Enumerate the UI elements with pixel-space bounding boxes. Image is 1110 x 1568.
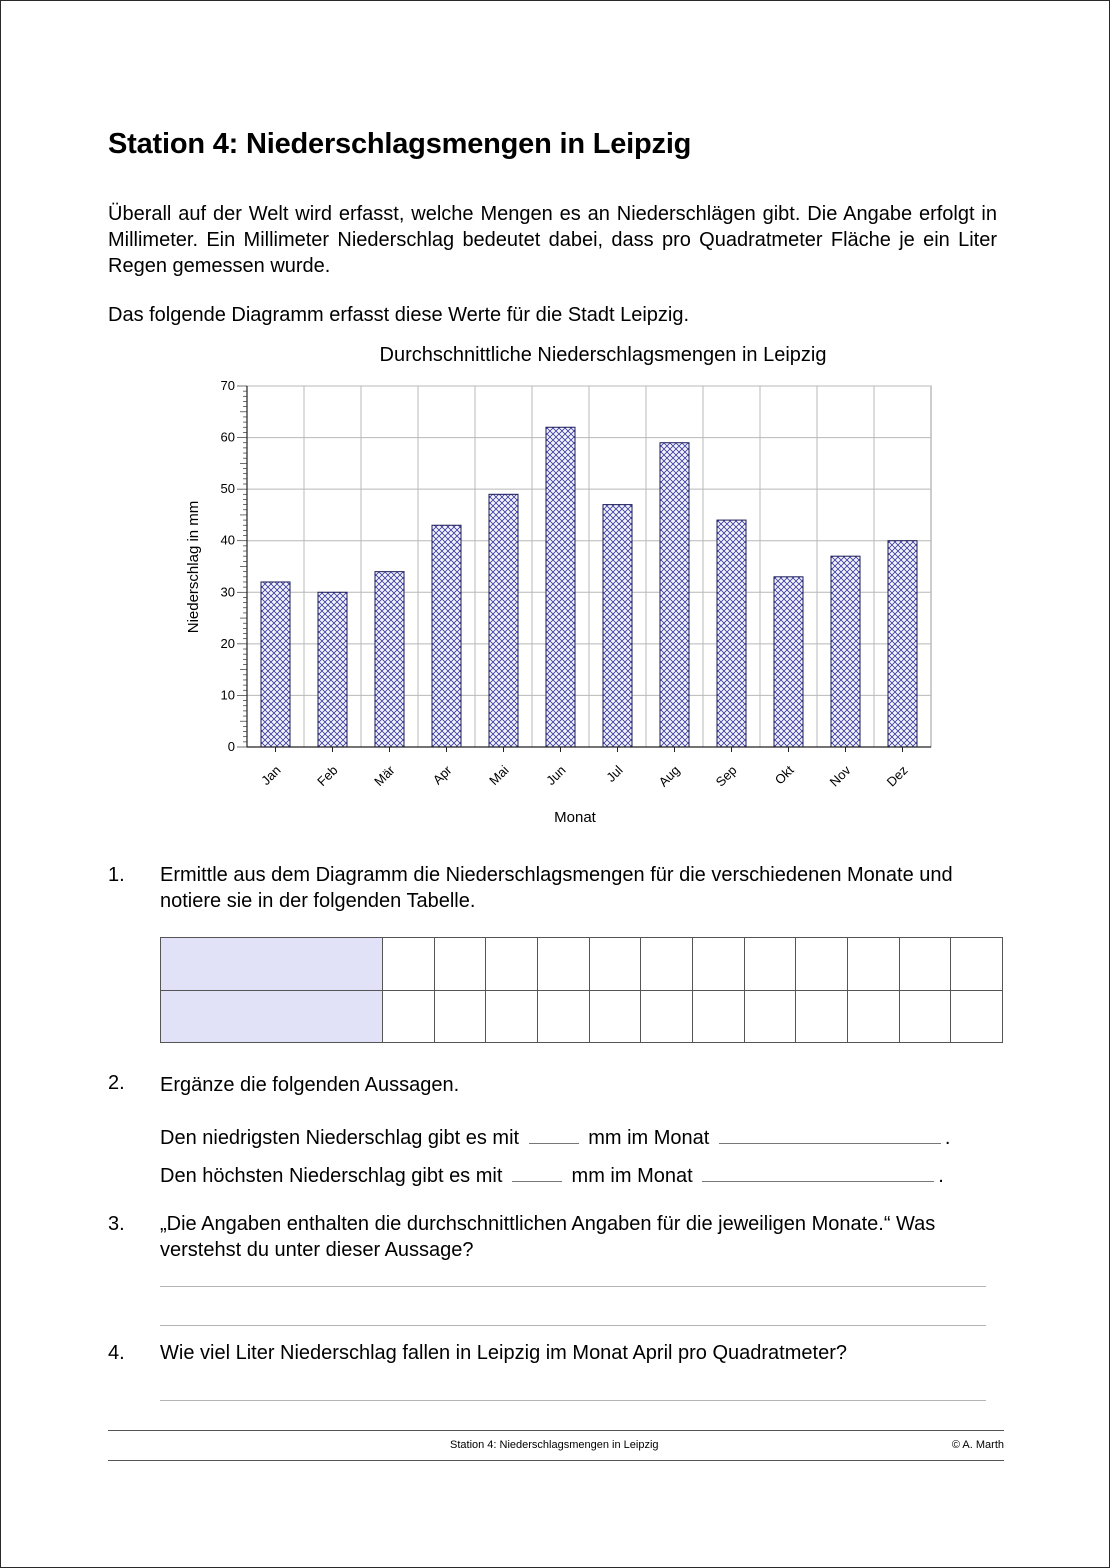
intro-paragraph: Überall auf der Welt wird erfasst, welche Mengen es an Niederschlägen gibt. Die Angabe erfolgt in Millimeter. Ein Millimeter Niederschlag bedeutet dabei, dass pro Quadratmeter Fläche je ein Liter Regen gemessen wurde. — [108, 203, 997, 277]
question-1-text: Ermittle aus dem Diagramm die Niederschlagsmengen für die verschiedenen Monate und notiere sie in der folgenden Tabelle. — [160, 864, 953, 912]
precipitation-chart — [160, 335, 960, 835]
table-cell[interactable] — [589, 938, 641, 991]
answer-table — [160, 937, 1003, 1043]
fill-in-blank[interactable] — [512, 1161, 562, 1182]
x-tick-label: Okt — [771, 762, 797, 788]
table-cell[interactable] — [744, 938, 796, 991]
x-tick-label: Jul — [603, 762, 626, 785]
bar-Mär — [375, 572, 404, 747]
question-4-text: Wie viel Liter Niederschlag fallen in Leipzig im Monat April pro Quadratmeter? — [160, 1342, 847, 1364]
table-cell[interactable] — [847, 990, 899, 1043]
statement-lowest-prefix: Den niedrigsten Niederschlag gibt es mit — [160, 1127, 520, 1149]
answer-line[interactable] — [160, 1286, 986, 1287]
y-tick-label: 20 — [220, 635, 235, 651]
footer-copyright: © A. Marth — [951, 1439, 1004, 1451]
table-cell[interactable] — [383, 938, 435, 991]
question-4-number: 4. — [108, 1342, 125, 1364]
table-header-cell[interactable] — [161, 938, 383, 991]
table-cell[interactable] — [383, 990, 435, 1043]
table-cell[interactable] — [434, 938, 486, 991]
table-cell[interactable] — [486, 938, 538, 991]
bar-Nov — [831, 556, 860, 747]
footer-bottom-rule — [108, 1460, 1004, 1461]
table-cell[interactable] — [744, 990, 796, 1043]
table-cell[interactable] — [537, 990, 589, 1043]
table-cell[interactable] — [641, 990, 693, 1043]
statement-end: . — [938, 1165, 944, 1187]
footer-top-rule — [108, 1430, 1004, 1431]
x-tick-label: Mär — [371, 762, 398, 789]
x-tick-label: Aug — [655, 762, 683, 790]
table-cell[interactable] — [951, 938, 1003, 991]
question-3-text: „Die Angaben enthalten die durchschnittlichen Angaben für die jeweiligen Monate.“ Was verstehst du unter dieser Aussage? — [160, 1213, 936, 1261]
y-tick-label: 10 — [220, 687, 235, 703]
statement-lowest — [160, 1123, 1010, 1151]
bar-Mai — [489, 494, 518, 747]
question-2-number: 2. — [108, 1072, 125, 1094]
statement-unit-text: mm im Monat — [571, 1165, 693, 1187]
x-tick-label: Sep — [712, 762, 740, 790]
chart-lead-text: Das folgende Diagramm erfasst diese Werte für die Stadt Leipzig. — [108, 304, 690, 326]
table-cell[interactable] — [847, 938, 899, 991]
table-cell[interactable] — [589, 990, 641, 1043]
bar-Jun — [546, 427, 575, 747]
fill-in-blank[interactable] — [719, 1123, 941, 1144]
bar-Okt — [774, 577, 803, 747]
x-tick-label: Jun — [543, 762, 569, 788]
bar-Jul — [603, 505, 632, 747]
statement-highest — [160, 1161, 1010, 1189]
x-axis-label: Monat — [554, 809, 596, 826]
table-cell[interactable] — [486, 990, 538, 1043]
question-1-number: 1. — [108, 864, 125, 886]
table-cell[interactable] — [434, 990, 486, 1043]
x-tick-label: Nov — [826, 762, 854, 790]
table-row — [161, 990, 1003, 1043]
table-cell[interactable] — [899, 990, 951, 1043]
answer-line[interactable] — [160, 1400, 986, 1401]
table-header-cell[interactable] — [161, 990, 383, 1043]
y-tick-label: 70 — [220, 378, 235, 393]
statement-highest-prefix: Den höchsten Niederschlag gibt es mit — [160, 1165, 503, 1187]
statement-unit-text: mm im Monat — [588, 1127, 710, 1149]
x-tick-label: Dez — [883, 762, 911, 790]
table-cell[interactable] — [692, 938, 744, 991]
table-cell[interactable] — [692, 990, 744, 1043]
statement-end: . — [944, 1127, 951, 1149]
fill-in-blank[interactable] — [702, 1161, 934, 1182]
bar-Jan — [261, 582, 290, 747]
page-title: Station 4: Niederschlagsmengen in Leipzig — [108, 128, 692, 160]
y-tick-label: 40 — [220, 532, 235, 548]
x-tick-label: Mai — [486, 762, 512, 788]
bar-Feb — [318, 592, 347, 747]
table-cell[interactable] — [537, 938, 589, 991]
answer-line[interactable] — [160, 1325, 986, 1326]
table-cell[interactable] — [899, 938, 951, 991]
table-cell[interactable] — [641, 938, 693, 991]
question-2-text: Ergänze die folgenden Aussagen. — [160, 1074, 460, 1096]
y-axis-label: Niederschlag in mm — [185, 500, 202, 634]
fill-in-blank[interactable] — [529, 1123, 579, 1144]
bar-Dez — [888, 541, 917, 747]
y-tick-label: 60 — [220, 429, 235, 445]
table-cell[interactable] — [796, 990, 848, 1043]
table-cell[interactable] — [951, 990, 1003, 1043]
y-tick-label: 0 — [227, 739, 235, 754]
bar-Aug — [660, 443, 689, 747]
table-cell[interactable] — [796, 938, 848, 991]
y-tick-label: 30 — [220, 584, 235, 600]
y-tick-label: 50 — [220, 481, 235, 497]
table-row — [161, 938, 1003, 991]
x-tick-label: Feb — [314, 762, 341, 789]
bar-Apr — [432, 525, 461, 747]
question-3-number: 3. — [108, 1213, 125, 1235]
x-tick-label: Apr — [429, 762, 455, 788]
chart-title: Durchschnittliche Niederschlagsmengen in Leipzig — [379, 344, 827, 366]
x-tick-label: Jan — [258, 762, 284, 788]
bar-Sep — [717, 520, 746, 747]
footer-title: Station 4: Niederschlagsmengen in Leipzig — [450, 1439, 659, 1451]
